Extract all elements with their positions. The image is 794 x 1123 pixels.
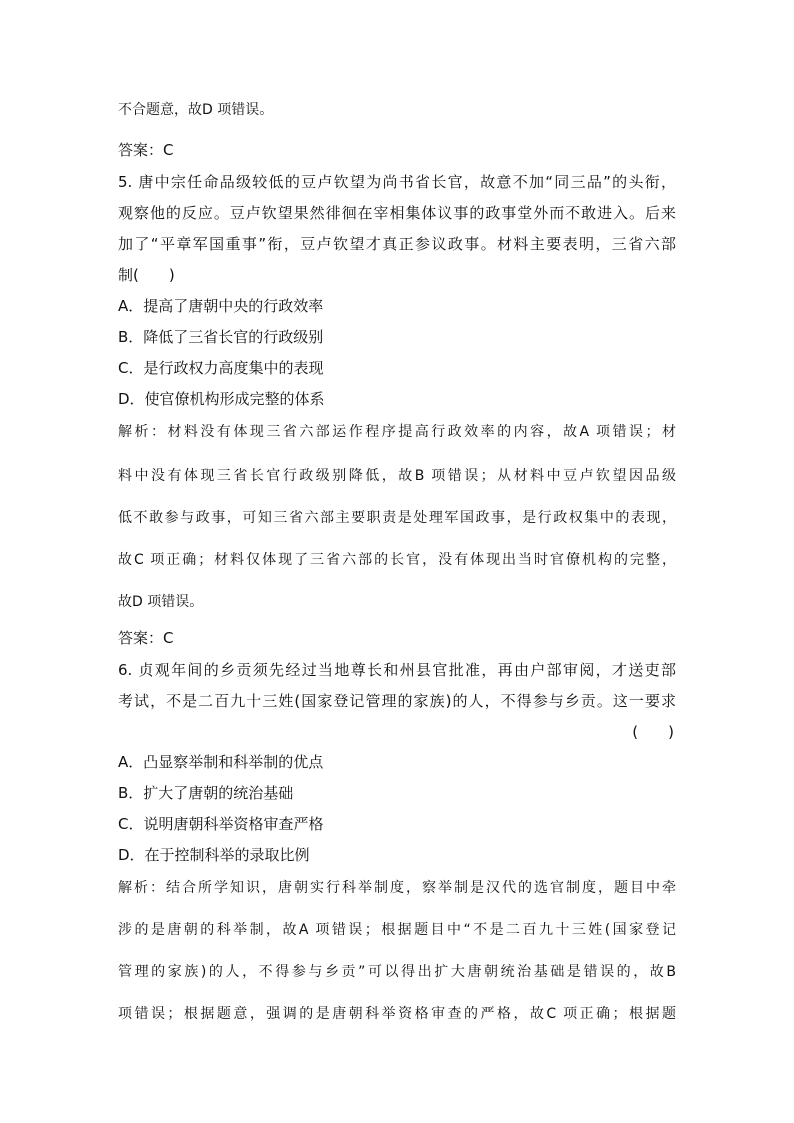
- q6-stem-line: 考试，不是二百九十三姓(国家登记管理的家族)的人，不得参与乡贡。这一要求: [118, 692, 676, 710]
- q6-analysis-line: 管理的家族)的人，不得参与乡贡”可以得出扩大唐朝统治基础是错误的，故B: [118, 964, 676, 980]
- q5-analysis-line: 解析：材料没有体现三省六部运作程序提高行政效率的内容，故A 项错误；材: [118, 424, 676, 440]
- q5-analysis-line: 料中没有体现三省长官行政级别降低，故B 项错误；从材料中豆卢钦望因品级: [118, 468, 676, 484]
- q6-answer-blank: ( ): [632, 723, 674, 741]
- q6-option-c: C．说明唐朝科举资格审查严格: [118, 815, 324, 833]
- q5-option-b: B．降低了三省长官的行政级别: [118, 328, 324, 346]
- q6-analysis-line: 解析：结合所学知识，唐朝实行科举制度，察举制是汉代的选官制度，题目中牵: [118, 880, 676, 896]
- q5-stem-line: 5. 唐中宗任命品级较低的豆卢钦望为尚书省长官，故意不加“同三品”的头衔，: [118, 173, 676, 191]
- q5-stem-line: 加了“平章军国重事”衔，豆卢钦望才真正参议政事。材料主要表明，三省六部: [118, 235, 676, 253]
- q5-answer: 答案：C: [118, 629, 174, 647]
- q6-stem-line: 6. 贞观年间的乡贡须先经过当地尊长和州县官批准，再由户部审阅，才送吏部: [118, 661, 676, 679]
- q5-option-a: A．提高了唐朝中央的行政效率: [118, 297, 324, 315]
- q6-analysis-line: 涉的是唐朝的科举制，故A 项错误；根据题目中“不是二百九十三姓(国家登记: [118, 922, 676, 938]
- q5-analysis-line: 故C 项正确；材料仅体现了三省六部的长官，没有体现出当时官僚机构的完整，: [118, 552, 676, 568]
- q4-answer: 答案：C: [118, 141, 174, 159]
- q5-analysis-line: 低不敢参与政事，可知三省六部主要职责是处理军国政事，是行政权集中的表现，: [118, 510, 676, 526]
- q4-analysis-tail: 不合题意，故D 项错误。: [118, 102, 274, 118]
- q6-option-a: A．凸显察举制和科举制的优点: [118, 753, 324, 771]
- q5-stem-line: 观察他的反应。豆卢钦望果然徘徊在宰相集体议事的政事堂外而不敢进入。后来: [118, 204, 676, 222]
- q5-analysis-line: 故D 项错误。: [118, 594, 204, 610]
- q6-option-d: D．在于控制科举的录取比例: [118, 846, 310, 864]
- q6-option-b: B．扩大了唐朝的统治基础: [118, 784, 294, 802]
- q6-analysis-line: 项错误；根据题意，强调的是唐朝科举资格审查的严格，故C 项正确；根据题: [118, 1006, 676, 1022]
- q5-option-d: D．使官僚机构形成完整的体系: [118, 390, 325, 408]
- q5-option-c: C．是行政权力高度集中的表现: [118, 359, 324, 377]
- q5-stem-line: 制( ): [118, 266, 175, 284]
